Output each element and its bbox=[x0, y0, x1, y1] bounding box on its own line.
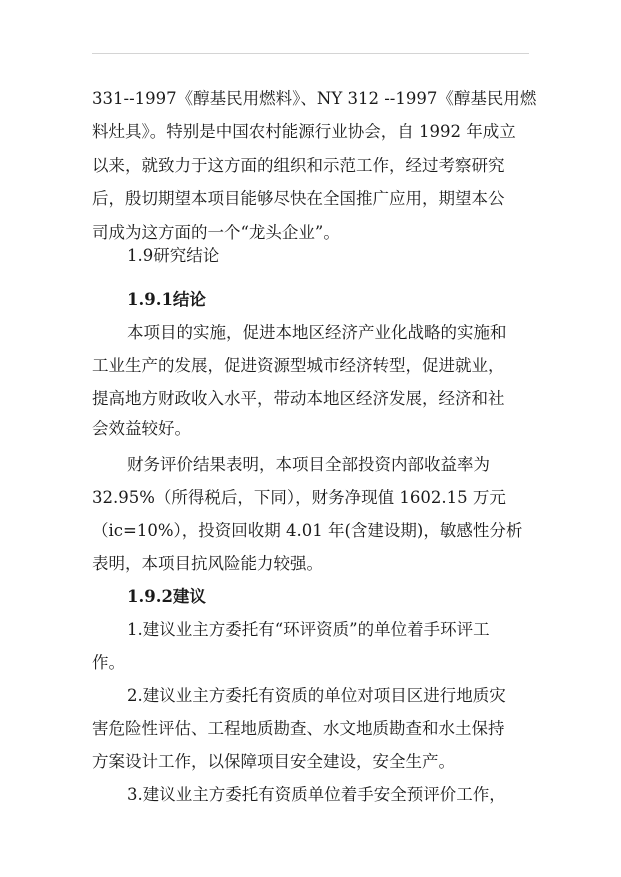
body-line: 本项目的实施，促进本地区经济产业化战略的实施和 bbox=[127, 323, 507, 342]
body-line: 提高地方财政收入水平，带动本地区经济发展，经济和社 bbox=[92, 389, 505, 408]
body-line: 作。 bbox=[92, 653, 125, 672]
body-line: 后，殷切期望本项目能够尽快在全国推广应用，期望本公 bbox=[92, 189, 505, 208]
subsection-heading-suggestions: 1.9.2建议 bbox=[127, 587, 206, 606]
body-line: 3.建议业主方委托有资质单位着手安全预评价工作， bbox=[127, 785, 506, 804]
body-line: 料灶具》。特别是中国农村能源行业协会，自 1992 年成立 bbox=[92, 122, 516, 141]
body-line: 财务评价结果表明，本项目全部投资内部收益率为 bbox=[127, 455, 490, 474]
subsection-heading-conclusion: 1.9.1结论 bbox=[127, 290, 206, 309]
section-heading: 1.9研究结论 bbox=[127, 246, 220, 265]
body-line: 2.建议业主方委托有资质的单位对项目区进行地质灾 bbox=[127, 686, 506, 705]
body-line: （ic=10%），投资回收期 4.01 年(含建设期)，敏感性分析 bbox=[92, 521, 523, 540]
header-rule bbox=[92, 53, 529, 54]
body-line: 方案设计工作，以保障项目安全建设，安全生产。 bbox=[92, 752, 455, 771]
body-line: 司成为这方面的一个“龙头企业”。 bbox=[92, 223, 340, 242]
body-line: 以来，就致力于这方面的组织和示范工作，经过考察研究 bbox=[92, 156, 505, 175]
body-line: 1.建议业主方委托有“环评资质”的单位着手环评工 bbox=[127, 620, 490, 639]
body-line: 32.95%（所得税后，下同），财务净现值 1602.15 万元 bbox=[92, 488, 506, 507]
body-line: 表明，本项目抗风险能力较强。 bbox=[92, 554, 323, 573]
body-line: 331--1997《醇基民用燃料》、NY 312 --1997《醇基民用燃 bbox=[92, 89, 537, 108]
body-line: 害危险性评估、工程地质勘查、水文地质勘查和水土保持 bbox=[92, 719, 505, 738]
body-line: 工业生产的发展，促进资源型城市经济转型，促进就业， bbox=[92, 356, 505, 375]
body-line: 会效益较好。 bbox=[92, 419, 191, 438]
